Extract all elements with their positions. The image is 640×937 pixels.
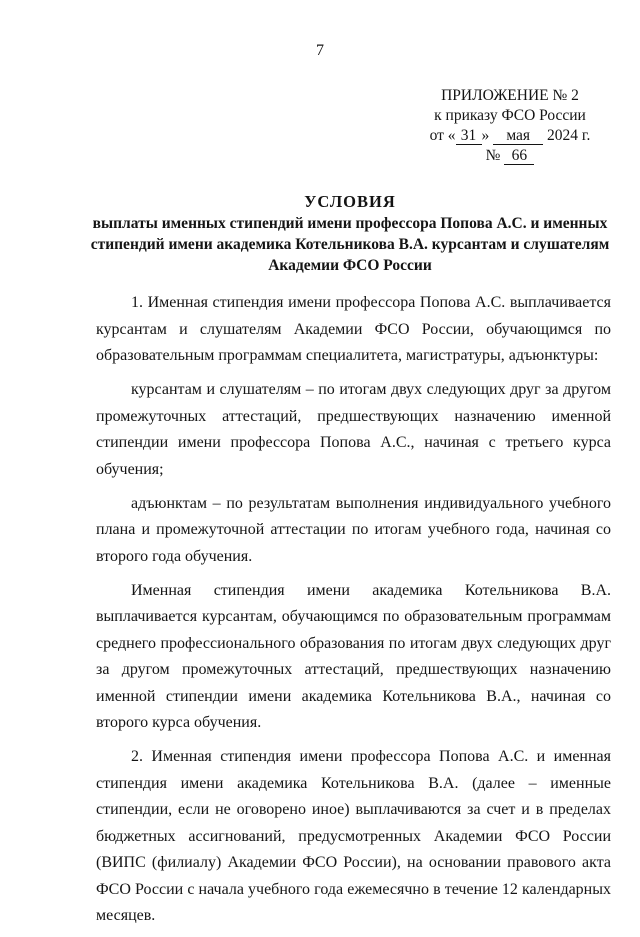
paragraph: 1. Именная стипендия имени профессора Попова А.С. выплачивается курсантам и слушателям Академии ФСО России, обучающимся по образовательным программам специалитета, магистратуры, адъюнктуры: (96, 294, 611, 364)
paragraph: адъюнктам – по результатам выполнения индивидуального учебного плана и промежуточной аттестации по итогам учебного года, начиная со второго года обучения. (96, 494, 611, 565)
number-prefix: № (485, 147, 501, 164)
paragraph: Именная стипендия имени академика Котельникова В.А. выплачивается курсантам, обучающимся по образовательным программам среднего профессионального образования по итогам двух следующих друг за другом промежуточных аттестаций, предшествующих назначению именной стипендии имени академика Котельникова В.А., начиная со второго курса обучения. (96, 581, 611, 731)
appendix-block (420, 86, 600, 166)
paragraph: курсантам и слушателям – по итогам двух следующих друг за другом промежуточных аттестаций, предшествующих назначению именной стипендии имени профессора Попова А.С., начиная с третьего курса обучения; (96, 381, 611, 478)
date-mid: » (481, 127, 490, 144)
title-subline: Академии ФСО России (268, 257, 432, 274)
paragraph: 2. Именная стипендия имени профессора Попова А.С. и именная стипендия имени академика Котельникова В.А. (далее – именные стипендии, если не оговорено иное) выплачиваются за счет и в пределах бюджетных ассигнований, предусмотренных Академии ФСО России (ВИПС (филиалу) Академии ФСО России), на основании правового акта ФСО России с начала учебного года ежемесячно в течение 12 календарных месяцев. (96, 748, 611, 924)
appendix-order: к приказу ФСО России (434, 107, 586, 124)
document-title (80, 191, 620, 276)
appendix-number (420, 146, 600, 166)
appendix-date (420, 126, 600, 146)
date-year: 2024 г. (547, 127, 591, 144)
appendix-title: ПРИЛОЖЕНИЕ № 2 (441, 87, 579, 104)
page-number: 7 (316, 42, 324, 59)
date-day: 31 (456, 127, 482, 145)
title-heading: УСЛОВИЯ (304, 192, 396, 211)
title-subline: стипендий имени академика Котельникова В.А. курсантам и слушателям (90, 236, 610, 253)
title-subline: выплаты именных стипендий имени профессора Попова А.С. и именных (92, 215, 608, 232)
order-number: 66 (504, 147, 534, 165)
date-month: мая (493, 127, 543, 145)
body-text (96, 290, 611, 937)
date-prefix: от « (429, 127, 456, 144)
